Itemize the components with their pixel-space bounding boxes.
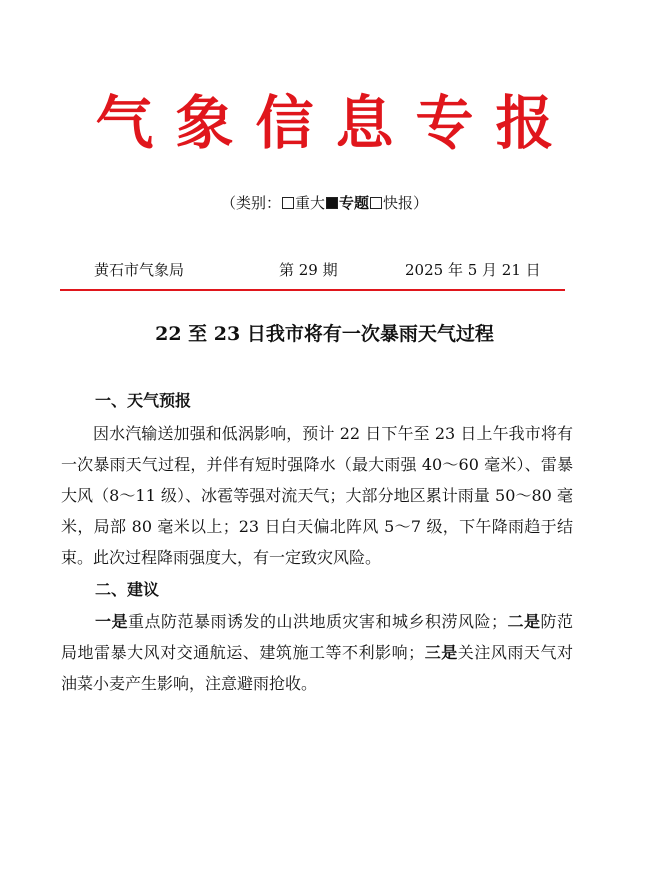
category-option-express: 快报 — [383, 194, 414, 212]
checkbox-special — [326, 197, 338, 209]
advice-label-3: 三是 — [424, 643, 458, 662]
red-divider — [60, 289, 565, 291]
checkbox-express — [370, 197, 382, 209]
section-heading-forecast: 一、天气预报 — [95, 391, 192, 410]
category-suffix: ） — [413, 194, 429, 212]
category-option-special: 专题 — [338, 194, 369, 212]
advice-text-2: 防范局地雷暴大风对交通航运、建筑施工等不利影响； — [61, 612, 573, 662]
checkbox-major — [282, 197, 294, 209]
section-heading-advice: 二、建议 — [95, 580, 160, 599]
forecast-paragraph: 因水汽输送加强和低涡影响，预计 22 日下午至 23 日上午我市将有一次暴雨天气过程，并伴有短时强降水（最大雨强 40～60 毫米）、雷暴大风（8～11 级）、冰雹等强对流天气；大部分地区累计雨量 50～80 毫米，局部 80 毫米以上；23 日白天偏北阵风 5～7 级，下午降雨趋于结束。此次过程降雨强度大，有一定致灾风险。 — [61, 424, 573, 567]
category-option-major: 重大 — [294, 194, 325, 212]
advice-label-1: 一是 — [95, 612, 128, 631]
advice-label-2: 二是 — [506, 612, 541, 631]
category-prefix: （类别： — [220, 194, 281, 212]
document-title: 22 至 23 日我市将有一次暴雨天气过程 — [155, 323, 494, 345]
category-line — [0, 193, 649, 213]
masthead-title: 气象信息专报 — [95, 89, 576, 157]
advice-paragraph — [61, 606, 573, 699]
advice-text-3: 关注风雨天气对油菜小麦产生影响，注意避雨抢收。 — [61, 643, 573, 693]
issue-number: 第 29 期 — [279, 261, 338, 279]
advice-text-1: 重点防范暴雨诱发的山洪地质灾害和城乡积涝风险； — [128, 612, 507, 631]
issue-date: 2025 年 5 月 21 日 — [405, 261, 541, 279]
issuer: 黄石市气象局 — [94, 261, 185, 279]
